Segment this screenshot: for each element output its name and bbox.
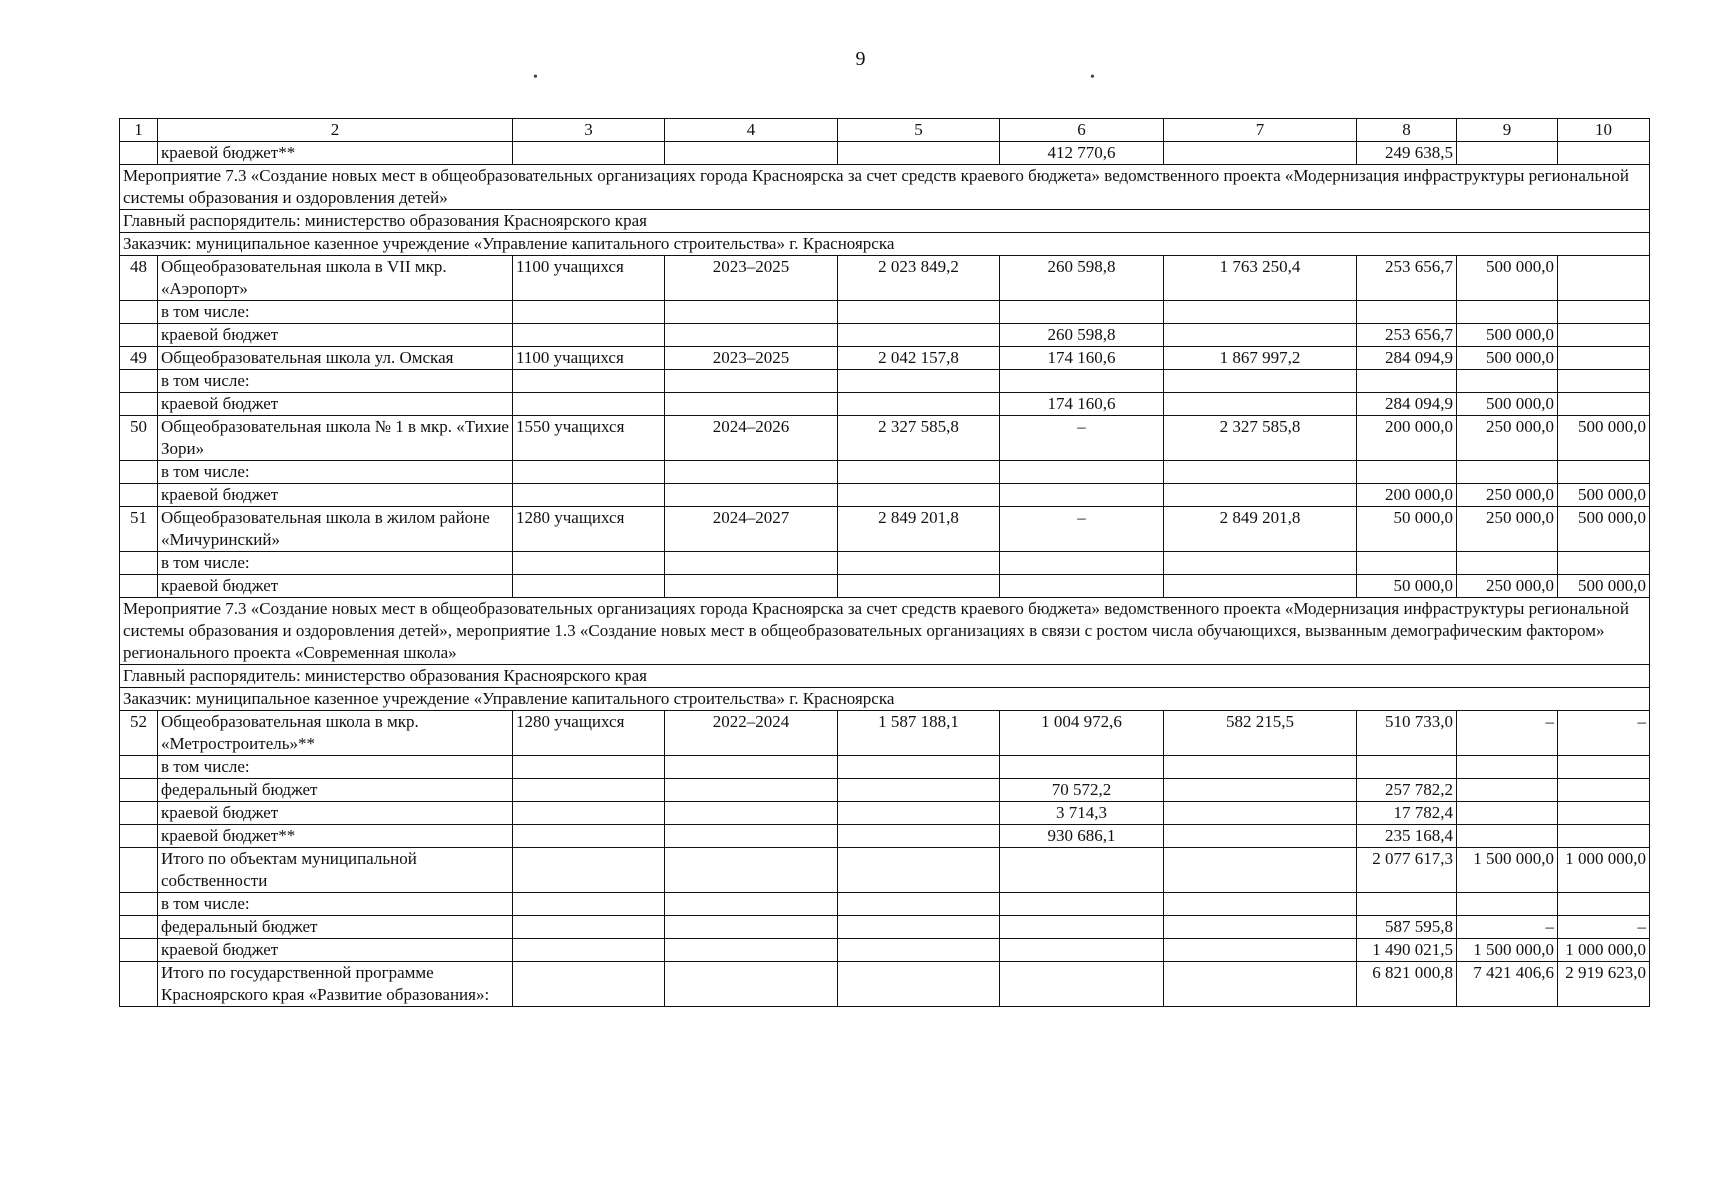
row-number-cell xyxy=(120,802,158,825)
table-row xyxy=(120,347,1650,370)
value-cell: 500 000,0 xyxy=(1558,484,1650,507)
row-number-cell xyxy=(120,893,158,916)
row-number-cell xyxy=(120,370,158,393)
table-row xyxy=(120,825,1650,848)
value-cell: 284 094,9 xyxy=(1357,347,1457,370)
value-cell: 1280 учащихся xyxy=(513,711,665,756)
value-cell xyxy=(1558,756,1650,779)
value-cell: 1100 учащихся xyxy=(513,347,665,370)
value-cell: 500 000,0 xyxy=(1558,507,1650,552)
value-cell: 1 000 000,0 xyxy=(1558,848,1650,893)
value-cell xyxy=(1457,370,1558,393)
value-cell: 2023–2025 xyxy=(665,347,838,370)
value-cell: 200 000,0 xyxy=(1357,416,1457,461)
value-cell xyxy=(1357,370,1457,393)
table-row xyxy=(120,416,1650,461)
value-cell: 6 821 000,8 xyxy=(1357,962,1457,1007)
value-cell xyxy=(513,779,665,802)
section-row xyxy=(120,598,1650,665)
table-row xyxy=(120,393,1650,416)
value-cell: 7 421 406,6 xyxy=(1457,962,1558,1007)
value-cell xyxy=(1164,848,1357,893)
value-cell xyxy=(665,484,838,507)
item-name-cell: Общеобразовательная школа ул. Омская xyxy=(158,347,513,370)
item-name-cell: в том числе: xyxy=(158,756,513,779)
value-cell: 174 160,6 xyxy=(1000,347,1164,370)
table-row xyxy=(120,507,1650,552)
item-name-cell: краевой бюджет xyxy=(158,802,513,825)
section-row xyxy=(120,233,1650,256)
value-cell: 235 168,4 xyxy=(1357,825,1457,848)
value-cell: 2 327 585,8 xyxy=(1164,416,1357,461)
value-cell: 587 595,8 xyxy=(1357,916,1457,939)
value-cell xyxy=(1164,756,1357,779)
value-cell xyxy=(838,461,1000,484)
value-cell xyxy=(1164,916,1357,939)
row-number-cell xyxy=(120,461,158,484)
value-cell: 1550 учащихся xyxy=(513,416,665,461)
value-cell xyxy=(665,552,838,575)
item-name-cell: Общеобразовательная школа № 1 в мкр. «Тихие Зори» xyxy=(158,416,513,461)
value-cell xyxy=(1457,779,1558,802)
value-cell xyxy=(665,575,838,598)
value-cell xyxy=(838,142,1000,165)
value-cell: – xyxy=(1000,507,1164,552)
item-name-cell: краевой бюджет** xyxy=(158,825,513,848)
value-cell xyxy=(665,324,838,347)
row-number-cell xyxy=(120,939,158,962)
value-cell: 2023–2025 xyxy=(665,256,838,301)
value-cell xyxy=(665,461,838,484)
item-name-cell: Итого по объектам муниципальной собственности xyxy=(158,848,513,893)
value-cell xyxy=(513,142,665,165)
value-cell: 582 215,5 xyxy=(1164,711,1357,756)
value-cell xyxy=(838,756,1000,779)
value-cell xyxy=(1164,370,1357,393)
value-cell xyxy=(1000,893,1164,916)
value-cell xyxy=(1000,370,1164,393)
scan-speck: • xyxy=(1090,70,1095,85)
value-cell xyxy=(513,939,665,962)
header-cell: 2 xyxy=(158,119,513,142)
value-cell xyxy=(838,848,1000,893)
value-cell xyxy=(838,916,1000,939)
value-cell xyxy=(513,324,665,347)
value-cell xyxy=(838,939,1000,962)
header-cell: 6 xyxy=(1000,119,1164,142)
table-row xyxy=(120,848,1650,893)
value-cell xyxy=(665,370,838,393)
value-cell xyxy=(513,916,665,939)
section-row xyxy=(120,665,1650,688)
value-cell xyxy=(1457,825,1558,848)
row-number-cell xyxy=(120,575,158,598)
value-cell: 2 023 849,2 xyxy=(838,256,1000,301)
value-cell xyxy=(1164,142,1357,165)
value-cell xyxy=(1164,962,1357,1007)
value-cell: – xyxy=(1000,416,1164,461)
value-cell: 2 327 585,8 xyxy=(838,416,1000,461)
item-name-cell: краевой бюджет** xyxy=(158,142,513,165)
value-cell xyxy=(513,393,665,416)
value-cell: 200 000,0 xyxy=(1357,484,1457,507)
value-cell xyxy=(1164,893,1357,916)
table-row xyxy=(120,939,1650,962)
value-cell: 500 000,0 xyxy=(1457,324,1558,347)
value-cell xyxy=(513,484,665,507)
item-name-cell: в том числе: xyxy=(158,370,513,393)
row-number-cell xyxy=(120,962,158,1007)
value-cell: 250 000,0 xyxy=(1457,575,1558,598)
value-cell xyxy=(513,370,665,393)
value-cell xyxy=(665,393,838,416)
value-cell: 1100 учащихся xyxy=(513,256,665,301)
value-cell xyxy=(838,301,1000,324)
value-cell xyxy=(1558,825,1650,848)
value-cell xyxy=(838,575,1000,598)
value-cell xyxy=(838,324,1000,347)
value-cell: 50 000,0 xyxy=(1357,507,1457,552)
value-cell: – xyxy=(1457,711,1558,756)
table-row xyxy=(120,552,1650,575)
value-cell: 1 500 000,0 xyxy=(1457,939,1558,962)
value-cell xyxy=(1357,461,1457,484)
value-cell: – xyxy=(1457,916,1558,939)
table-row xyxy=(120,962,1650,1007)
value-cell xyxy=(1457,802,1558,825)
section-row xyxy=(120,165,1650,210)
value-cell: 1 000 000,0 xyxy=(1558,939,1650,962)
value-cell xyxy=(665,802,838,825)
table-row xyxy=(120,575,1650,598)
value-cell xyxy=(513,552,665,575)
table-row xyxy=(120,301,1650,324)
header-cell: 4 xyxy=(665,119,838,142)
item-name-cell: краевой бюджет xyxy=(158,939,513,962)
value-cell xyxy=(1457,552,1558,575)
row-number-cell xyxy=(120,484,158,507)
value-cell xyxy=(1000,575,1164,598)
table-row xyxy=(120,142,1650,165)
value-cell xyxy=(1000,916,1164,939)
value-cell xyxy=(1000,848,1164,893)
value-cell xyxy=(513,301,665,324)
item-name-cell: Общеобразовательная школа в жилом районе «Мичуринский» xyxy=(158,507,513,552)
table-row xyxy=(120,370,1650,393)
item-name-cell: краевой бюджет xyxy=(158,484,513,507)
section-text: Главный распорядитель: министерство образования Красноярского края xyxy=(120,210,1650,233)
value-cell xyxy=(1357,893,1457,916)
table-row xyxy=(120,756,1650,779)
value-cell xyxy=(1357,756,1457,779)
value-cell xyxy=(1164,825,1357,848)
header-cell: 3 xyxy=(513,119,665,142)
item-name-cell: в том числе: xyxy=(158,893,513,916)
value-cell xyxy=(1457,893,1558,916)
value-cell xyxy=(1164,802,1357,825)
value-cell xyxy=(665,939,838,962)
row-number-cell: 51 xyxy=(120,507,158,552)
header-cell: 8 xyxy=(1357,119,1457,142)
value-cell xyxy=(513,962,665,1007)
row-number-cell xyxy=(120,552,158,575)
row-number-cell xyxy=(120,324,158,347)
value-cell xyxy=(1000,301,1164,324)
value-cell: 253 656,7 xyxy=(1357,256,1457,301)
value-cell xyxy=(1457,461,1558,484)
section-row xyxy=(120,210,1650,233)
item-name-cell: Общеобразовательная школа в мкр. «Метростроитель»** xyxy=(158,711,513,756)
value-cell xyxy=(1164,939,1357,962)
row-number-cell xyxy=(120,825,158,848)
value-cell xyxy=(513,575,665,598)
header-cell: 1 xyxy=(120,119,158,142)
table-row xyxy=(120,256,1650,301)
row-number-cell: 49 xyxy=(120,347,158,370)
section-row xyxy=(120,688,1650,711)
value-cell: 1 763 250,4 xyxy=(1164,256,1357,301)
value-cell xyxy=(1457,142,1558,165)
value-cell xyxy=(838,802,1000,825)
value-cell xyxy=(1558,256,1650,301)
value-cell xyxy=(1164,484,1357,507)
value-cell: 284 094,9 xyxy=(1357,393,1457,416)
row-number-cell: 48 xyxy=(120,256,158,301)
scan-speck: • xyxy=(533,70,538,85)
value-cell xyxy=(838,393,1000,416)
value-cell xyxy=(1558,370,1650,393)
value-cell: 2024–2026 xyxy=(665,416,838,461)
value-cell xyxy=(1558,552,1650,575)
row-number-cell xyxy=(120,779,158,802)
value-cell: 1 587 188,1 xyxy=(838,711,1000,756)
value-cell xyxy=(1000,939,1164,962)
value-cell: 3 714,3 xyxy=(1000,802,1164,825)
value-cell: 500 000,0 xyxy=(1457,256,1558,301)
value-cell xyxy=(1000,962,1164,1007)
header-cell: 10 xyxy=(1558,119,1650,142)
value-cell: 2 849 201,8 xyxy=(1164,507,1357,552)
value-cell xyxy=(1457,301,1558,324)
header-cell: 7 xyxy=(1164,119,1357,142)
value-cell: 253 656,7 xyxy=(1357,324,1457,347)
table-row xyxy=(120,324,1650,347)
value-cell: 2024–2027 xyxy=(665,507,838,552)
value-cell: 2 849 201,8 xyxy=(838,507,1000,552)
item-name-cell: федеральный бюджет xyxy=(158,779,513,802)
value-cell: 70 572,2 xyxy=(1000,779,1164,802)
value-cell xyxy=(513,461,665,484)
value-cell: 1 004 972,6 xyxy=(1000,711,1164,756)
value-cell xyxy=(513,848,665,893)
value-cell: 260 598,8 xyxy=(1000,256,1164,301)
value-cell xyxy=(1164,461,1357,484)
row-number-cell xyxy=(120,916,158,939)
value-cell xyxy=(513,802,665,825)
value-cell xyxy=(513,756,665,779)
value-cell xyxy=(1558,142,1650,165)
value-cell xyxy=(1357,301,1457,324)
value-cell xyxy=(838,370,1000,393)
value-cell: 2 042 157,8 xyxy=(838,347,1000,370)
value-cell xyxy=(1164,779,1357,802)
value-cell xyxy=(1457,756,1558,779)
value-cell xyxy=(1558,779,1650,802)
value-cell: 249 638,5 xyxy=(1357,142,1457,165)
value-cell: 500 000,0 xyxy=(1457,393,1558,416)
value-cell xyxy=(665,962,838,1007)
value-cell xyxy=(1558,393,1650,416)
section-text: Заказчик: муниципальное казенное учреждение «Управление капитального строительства» г. Красноярска xyxy=(120,233,1650,256)
value-cell xyxy=(1000,484,1164,507)
value-cell: 412 770,6 xyxy=(1000,142,1164,165)
value-cell: 930 686,1 xyxy=(1000,825,1164,848)
value-cell xyxy=(1558,324,1650,347)
row-number-cell xyxy=(120,393,158,416)
table-row xyxy=(120,461,1650,484)
value-cell xyxy=(665,825,838,848)
value-cell xyxy=(838,484,1000,507)
section-text: Главный распорядитель: министерство образования Красноярского края xyxy=(120,665,1650,688)
row-number-cell xyxy=(120,848,158,893)
value-cell xyxy=(1164,575,1357,598)
item-name-cell: Общеобразовательная школа в VII мкр. «Аэропорт» xyxy=(158,256,513,301)
value-cell xyxy=(1000,756,1164,779)
table-body xyxy=(120,119,1650,1007)
value-cell: 2 077 617,3 xyxy=(1357,848,1457,893)
value-cell xyxy=(665,142,838,165)
value-cell: 260 598,8 xyxy=(1000,324,1164,347)
row-number-cell xyxy=(120,142,158,165)
value-cell: 1280 учащихся xyxy=(513,507,665,552)
value-cell xyxy=(1558,893,1650,916)
section-text: Мероприятие 7.3 «Создание новых мест в общеобразовательных организациях города Красноярска за счет средств краевого бюджета» ведомственного проекта «Модернизация инфраструктуры региональной системы образования и оздоровления детей», мероприятие 1.3 «Создание новых мест в общеобразовательных организациях в связи с ростом числа обучающихся, вызванным демографическим фактором» регионального проекта «Современная школа» xyxy=(120,598,1650,665)
value-cell: 1 867 997,2 xyxy=(1164,347,1357,370)
value-cell: 17 782,4 xyxy=(1357,802,1457,825)
value-cell xyxy=(838,825,1000,848)
value-cell: 250 000,0 xyxy=(1457,507,1558,552)
value-cell: 50 000,0 xyxy=(1357,575,1457,598)
item-name-cell: краевой бюджет xyxy=(158,393,513,416)
item-name-cell: краевой бюджет xyxy=(158,575,513,598)
value-cell: 2022–2024 xyxy=(665,711,838,756)
value-cell xyxy=(1000,461,1164,484)
value-cell: 1 500 000,0 xyxy=(1457,848,1558,893)
table-row xyxy=(120,916,1650,939)
value-cell xyxy=(513,893,665,916)
section-text: Заказчик: муниципальное казенное учреждение «Управление капитального строительства» г. Красноярска xyxy=(120,688,1650,711)
row-number-cell: 50 xyxy=(120,416,158,461)
item-name-cell: в том числе: xyxy=(158,301,513,324)
header-cell: 5 xyxy=(838,119,1000,142)
table-row xyxy=(120,893,1650,916)
table-row xyxy=(120,802,1650,825)
value-cell xyxy=(838,779,1000,802)
value-cell xyxy=(838,962,1000,1007)
value-cell: – xyxy=(1558,711,1650,756)
value-cell: 500 000,0 xyxy=(1457,347,1558,370)
value-cell xyxy=(1558,347,1650,370)
value-cell: 1 490 021,5 xyxy=(1357,939,1457,962)
value-cell xyxy=(1000,552,1164,575)
row-number-cell xyxy=(120,301,158,324)
item-name-cell: Итого по государственной программе Красноярского края «Развитие образования»: xyxy=(158,962,513,1007)
table-row xyxy=(120,779,1650,802)
section-text: Мероприятие 7.3 «Создание новых мест в общеобразовательных организациях города Красноярска за счет средств краевого бюджета» ведомственного проекта «Модернизация инфраструктуры региональной системы образования и оздоровления детей» xyxy=(120,165,1650,210)
value-cell xyxy=(513,825,665,848)
item-name-cell: федеральный бюджет xyxy=(158,916,513,939)
value-cell xyxy=(1357,552,1457,575)
value-cell: 510 733,0 xyxy=(1357,711,1457,756)
value-cell: 257 782,2 xyxy=(1357,779,1457,802)
value-cell xyxy=(1558,802,1650,825)
header-cell: 9 xyxy=(1457,119,1558,142)
value-cell xyxy=(1164,393,1357,416)
value-cell: – xyxy=(1558,916,1650,939)
row-number-cell xyxy=(120,756,158,779)
page-number: 9 xyxy=(855,48,866,70)
row-number-cell: 52 xyxy=(120,711,158,756)
value-cell: 250 000,0 xyxy=(1457,416,1558,461)
value-cell xyxy=(1164,301,1357,324)
value-cell xyxy=(1558,301,1650,324)
table-row xyxy=(120,484,1650,507)
value-cell xyxy=(665,916,838,939)
value-cell xyxy=(665,301,838,324)
value-cell: 500 000,0 xyxy=(1558,575,1650,598)
header-row xyxy=(120,119,1650,142)
value-cell xyxy=(1164,552,1357,575)
item-name-cell: в том числе: xyxy=(158,552,513,575)
value-cell xyxy=(1558,461,1650,484)
value-cell: 500 000,0 xyxy=(1558,416,1650,461)
value-cell xyxy=(1164,324,1357,347)
value-cell xyxy=(665,893,838,916)
value-cell: 250 000,0 xyxy=(1457,484,1558,507)
budget-table xyxy=(119,118,1650,1007)
item-name-cell: краевой бюджет xyxy=(158,324,513,347)
value-cell xyxy=(665,756,838,779)
value-cell xyxy=(665,779,838,802)
value-cell: 2 919 623,0 xyxy=(1558,962,1650,1007)
value-cell xyxy=(838,893,1000,916)
value-cell xyxy=(838,552,1000,575)
item-name-cell: в том числе: xyxy=(158,461,513,484)
value-cell: 174 160,6 xyxy=(1000,393,1164,416)
table-row xyxy=(120,711,1650,756)
value-cell xyxy=(665,848,838,893)
